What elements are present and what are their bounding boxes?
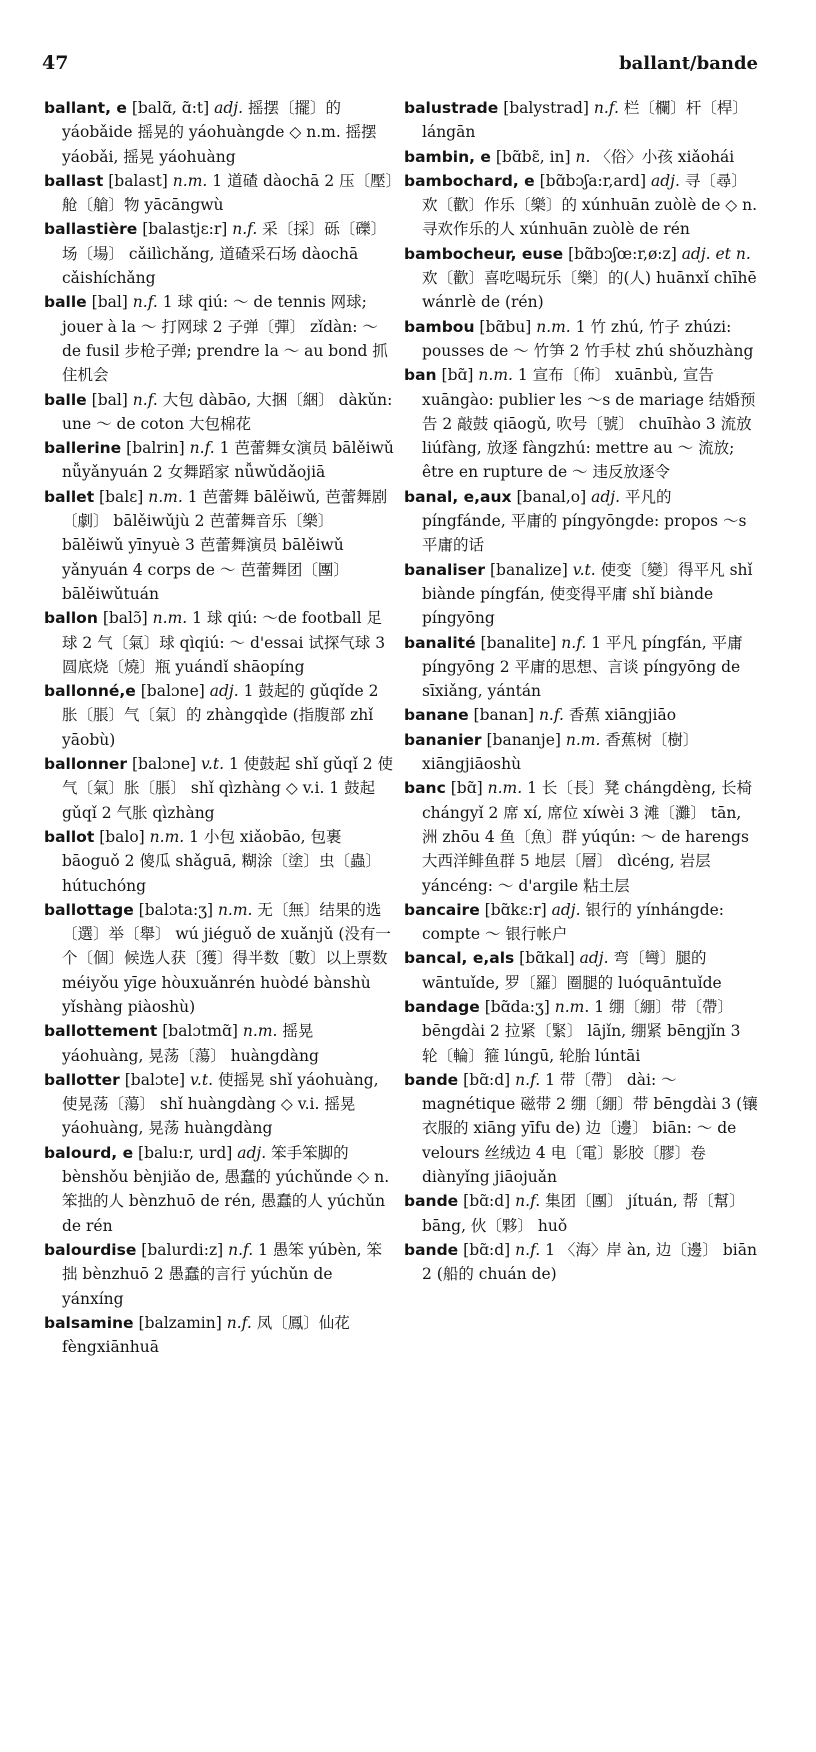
headword: balustrade (404, 99, 499, 117)
headword: bandage (404, 997, 480, 1016)
headword: ballottage (44, 900, 134, 919)
definition: 1 小包 xiǎobāo, 包裹 bāoguǒ 2 傻瓜 shǎguā, 糊涂〔塗〕虫〔蟲〕 hútuchóng (62, 827, 382, 895)
definition: 香蕉 xiāngjiāo (568, 706, 677, 725)
pronunciation: [balɔte] (124, 1070, 186, 1089)
pronunciation: [bɑ̃kɛ:r] (484, 900, 547, 919)
dictionary-entry (404, 728, 760, 777)
headword: banane (404, 706, 469, 725)
pronunciation: [balystrad] (503, 99, 589, 117)
definition: 香蕉树〔樹〕 xiāngjiāoshù (422, 730, 699, 774)
dictionary-entry (44, 290, 394, 387)
dictionary-entry (404, 96, 760, 145)
pronunciation: [bɑ̃bɔʃa:r,ard] (539, 171, 647, 190)
grammar-label: n.f. (561, 633, 587, 652)
headword: ballet (44, 487, 95, 506)
grammar-label: n. (575, 147, 591, 166)
headword: balourdise (44, 1240, 137, 1259)
page-number: 47 (42, 52, 69, 74)
pronunciation: [bananje] (486, 730, 561, 749)
definition: 无〔無〕结果的选〔選〕举〔舉〕 wú jiéguǒ de xuǎnjǔ (没有一个〔個〕候选人获〔獲〕得半数〔數〕以上票数 méiyǒu yīge hòuxuǎnrén huòdé bànshù yǐshàng piàoshù) (62, 900, 391, 1016)
dictionary-entry (404, 145, 760, 169)
definition: 1 芭蕾舞女演员 bālěiwǔ nǚyǎnyuán 2 女舞蹈家 nǚwǔdǎojiā (62, 439, 394, 482)
dictionary-entry (404, 485, 760, 558)
pronunciation: [bɑ̃bɔʃœ:r,ø:z] (568, 244, 677, 263)
headword: balsamine (44, 1313, 134, 1332)
definition: 平凡的 píngfánde, 平庸的 píngyōngde: propos ～s 平庸的话 (422, 487, 747, 555)
dictionary-entry (44, 1068, 394, 1141)
dictionary-entry (404, 315, 760, 364)
pronunciation: [bɑ̃bu] (479, 317, 532, 336)
pronunciation: [bal] (91, 390, 128, 409)
grammar-label: n.f. (593, 99, 619, 117)
pronunciation: [balɔne] (140, 682, 205, 701)
dictionary-entry (404, 898, 760, 947)
grammar-label: n.f. (515, 1070, 541, 1089)
headword: ban (404, 366, 437, 385)
definition: 大包 dàbāo, 大捆〔綑〕 dàkǔn: une ～ de coton 大包棉花 (62, 390, 393, 433)
headword: ballerine (44, 439, 122, 458)
dictionary-entry (404, 995, 760, 1068)
dictionary-entry (44, 436, 394, 485)
grammar-label: n.m. (149, 827, 185, 846)
left-column (44, 96, 394, 1359)
definition: 1 竹 zhú, 竹子 zhúzi: pousses de ～ 竹笋 2 竹手杖 zhú shǒuzhàng (422, 317, 754, 360)
grammar-label: adj. (579, 949, 609, 968)
headword: balle (44, 390, 87, 409)
grammar-label: v.t. (190, 1070, 214, 1089)
pronunciation: [banan] (473, 706, 535, 725)
pronunciation: [bal] (91, 293, 128, 312)
pronunciation: [bɑ̃] (441, 366, 474, 385)
dictionary-entry (404, 631, 760, 704)
definition: 摇摆〔擺〕的 yáobǎide 摇晃的 yáohuàngde ◇ n.m. 摇摆 yáobǎi, 摇晃 yáohuàng (62, 99, 377, 166)
headword: banal, e,aux (404, 487, 512, 506)
grammar-label: n.m. (148, 487, 183, 506)
grammar-label: n.m. (487, 779, 523, 798)
definition: 欢〔歡〕喜吃喝玩乐〔樂〕的(人) huānxǐ chīhē wánrlè de (rén) (422, 269, 757, 312)
headword: bande (404, 1070, 459, 1089)
running-head: ballant/bande (619, 53, 758, 74)
pronunciation: [balɔ̃] (102, 609, 148, 628)
headword: ballant, e (44, 99, 127, 117)
headword: ballottement (44, 1022, 158, 1041)
definition: 弯〔彎〕腿的 wāntuǐde, 罗〔羅〕圈腿的 luóquāntuǐde (422, 949, 722, 992)
grammar-label: adj. (214, 99, 244, 117)
grammar-label: adj. (209, 682, 239, 701)
dictionary-entry (404, 1068, 760, 1189)
dictionary-entry (44, 825, 394, 898)
definition: 采〔採〕砾〔礫〕场〔場〕 cǎilìchǎng, 道碴采石场 dàochā cǎishíchǎng (62, 220, 387, 288)
dictionary-entry (404, 1189, 760, 1238)
grammar-label: n.m. (554, 997, 590, 1016)
grammar-label: n.f. (226, 1313, 252, 1332)
grammar-label: adj. (237, 1143, 267, 1162)
definition: 使摇晃 shǐ yáohuàng, 使晃荡〔蕩〕 shǐ huàngdàng ◇ v.i. 摇晃 yáohuàng, 晃荡 huàngdàng (62, 1070, 379, 1138)
definition: 1 使鼓起 shǐ gǔqǐ 2 使气〔氣〕胀〔脹〕 shǐ qìzhàng ◇ v.i. 1 鼓起 gǔqǐ 2 气胀 qìzhàng (62, 755, 393, 822)
grammar-label: n.m. (217, 900, 253, 919)
grammar-label: n.m. (478, 366, 513, 385)
grammar-label: n.f. (132, 293, 158, 312)
dictionary-entry (404, 1238, 760, 1287)
definition: 使变〔變〕得平凡 shǐ biànde píngfán, 使变得平庸 shǐ biànde píngyōng (422, 560, 753, 628)
headword: ballon (44, 609, 98, 628)
definition: 1 〈海〉岸 àn, 边〔邊〕 biān 2 (船的 chuán de) (422, 1240, 757, 1284)
headword: bambou (404, 317, 475, 336)
headword: ballastière (44, 220, 138, 239)
definition: 1 带〔帶〕 dài: ～ magnétique 磁带 2 绷〔綳〕带 bēngdài 3 (镶衣服的 xiāng yīfu de) 边〔邊〕 biān: ～ de velours 丝绒边 4 电〔電〕影胶〔膠〕卷 diànyǐng jiāojuǎn (422, 1070, 758, 1187)
definition: 摇晃 yáohuàng, 晃荡〔蕩〕 huàngdàng (62, 1022, 319, 1065)
dictionary-entry (404, 776, 760, 897)
definition: 1 球 qiú: ～ de tennis 网球; jouer à la ～ 打网球 2 子弹〔彈〕 zǐdàn: ～ de fusil 步枪子弹; prendre la ～ au bond 抓住机会 (62, 293, 388, 385)
pronunciation: [banalite] (480, 633, 557, 652)
grammar-label: n.f. (515, 1192, 541, 1211)
pronunciation: [balɛ] (99, 487, 144, 506)
headword: bambochard, e (404, 171, 535, 190)
dictionary-entry (44, 1019, 394, 1068)
pronunciation: [banal,o] (516, 487, 587, 506)
definition: 1 绷〔綳〕带〔帶〕 bēngdài 2 拉紧〔緊〕 lājǐn, 绷紧 bēngjǐn 3 轮〔輪〕箍 lúngū, 轮胎 lúntāi (422, 997, 741, 1065)
headword: banc (404, 779, 446, 798)
pronunciation: [balɔtmɑ̃] (162, 1022, 238, 1041)
pronunciation: [balu:r, urd] (138, 1143, 233, 1162)
pronunciation: [bɑ̃:d] (463, 1240, 511, 1259)
dictionary-entry (44, 606, 394, 679)
grammar-label: n.f. (132, 390, 158, 409)
headword: bande (404, 1192, 459, 1211)
headword: bancaire (404, 900, 480, 919)
grammar-label: n.m. (152, 609, 188, 628)
dictionary-entry (44, 1311, 394, 1360)
right-column (404, 96, 760, 1287)
dictionary-entry (404, 169, 760, 242)
pronunciation: [balastjɛ:r] (142, 220, 228, 239)
pronunciation: [banalize] (490, 560, 568, 579)
dictionary-entry (44, 1141, 394, 1238)
definition: 集团〔團〕 jítuán, 帮〔幫〕 bāng, 伙〔夥〕 huǒ (422, 1192, 745, 1235)
dictionary-entry (44, 679, 394, 752)
definition: 笨手笨脚的 bènshǒu bènjiǎo de, 愚蠢的 yúchǔnde ◇ n. 笨拙的人 bènzhuō de rén, 愚蠢的人 yúchǔn de rén (62, 1143, 390, 1235)
grammar-label: n.f. (232, 220, 258, 239)
headword: bambin, e (404, 147, 491, 166)
grammar-label: v.t. (572, 560, 596, 579)
dictionary-entry (44, 752, 394, 825)
headword: banaliser (404, 560, 486, 579)
dictionary-entry (44, 388, 394, 437)
definition: 1 平凡 píngfán, 平庸 píngyōng 2 平庸的思想、言谈 píngyōng de sīxiǎng, yántán (422, 633, 743, 701)
definition: 寻〔尋〕欢〔歡〕作乐〔樂〕的 xúnhuān zuòlè de ◇ n. 寻欢作乐的人 xúnhuān zuòlè de rén (422, 171, 758, 239)
headword: bande (404, 1240, 459, 1259)
dictionary-entry (44, 169, 394, 218)
dictionary-entry (404, 703, 760, 727)
grammar-label: n.f. (189, 439, 215, 458)
definition: 1 愚笨 yúbèn, 笨拙 bènzhuō 2 愚蠢的言行 yúchǔn de yánxíng (62, 1240, 382, 1308)
headword: ballot (44, 827, 95, 846)
definition: 〈俗〉小孩 xiǎohái (595, 147, 735, 166)
grammar-label: n.m. (565, 730, 601, 749)
dictionary-entry (404, 558, 760, 631)
definition: 1 球 qiú: ～de football 足球 2 气〔氣〕球 qìqiú: ～ d'essai 试探气球 3 圆底烧〔燒〕瓶 yuándǐ shāopíng (62, 609, 386, 676)
headword: ballotter (44, 1070, 120, 1089)
headword: bancal, e,als (404, 949, 515, 968)
dictionary-entry (44, 898, 394, 1019)
pronunciation: [balo] (99, 827, 145, 846)
pronunciation: [balɔne] (132, 755, 197, 774)
pronunciation: [balast] (108, 171, 168, 190)
dictionary-entry (44, 485, 394, 606)
pronunciation: [bɑ̃] (450, 779, 483, 798)
definition: 1 芭蕾舞 bālěiwǔ, 芭蕾舞剧〔劇〕 bālěiwǔjù 2 芭蕾舞音乐〔樂〕 bālěiwǔ yīnyuè 3 芭蕾舞演员 bālěiwǔ yǎnyuán 4 corps de ～ 芭蕾舞团〔團〕 bālěiwǔtuán (62, 487, 388, 603)
grammar-label: adj. (650, 171, 680, 190)
grammar-label: adj. et n. (681, 244, 751, 263)
pronunciation: [balɔta:ʒ] (138, 900, 213, 919)
headword: bambocheur, euse (404, 244, 564, 263)
grammar-label: v.t. (201, 755, 225, 774)
dictionary-entry (44, 96, 394, 169)
definition: 1 道碴 dàochā 2 压〔壓〕舱〔艙〕物 yācāngwù (62, 171, 394, 215)
definition: 1 长〔長〕凳 chángdèng, 长椅 chángyǐ 2 席 xí, 席位 xíwèi 3 滩〔灘〕 tān, 洲 zhōu 4 鱼〔魚〕群 yúqún: ～ de harengs 大西洋鲱鱼群 5 地层〔層〕 dìcéng, 岩层 yáncéng: ～ d'argile 粘土层 (422, 779, 752, 895)
pronunciation: [bɑ̃:d] (463, 1192, 511, 1211)
headword: balourd, e (44, 1143, 134, 1162)
definition: 凤〔鳳〕仙花 fèngxiānhuā (62, 1313, 350, 1357)
definition: 1 宣布〔佈〕 xuānbù, 宣告 xuāngào: publier les ～s de mariage 结婚预告 2 敲鼓 qiāogǔ, 吹号〔號〕 chuīhào 3 流放 liúfàng, 放逐 fàngzhú: mettre au ～ 流放; être en rupture de ～ 违反放逐令 (422, 366, 756, 482)
dictionary-entry (44, 217, 394, 290)
grammar-label: n.f. (538, 706, 564, 725)
pronunciation: [balrin] (126, 439, 185, 458)
pronunciation: [balzamin] (138, 1313, 222, 1332)
grammar-label: adj. (591, 487, 621, 506)
grammar-label: n.m. (536, 317, 571, 336)
grammar-label: n.m. (242, 1022, 278, 1041)
dictionary-entry (404, 363, 760, 484)
headword: banalité (404, 633, 476, 652)
dictionary-entry (404, 242, 760, 315)
pronunciation: [balurdi:z] (141, 1240, 224, 1259)
grammar-label: adj. (551, 900, 581, 919)
headword: balle (44, 293, 87, 312)
headword: ballonné,e (44, 682, 136, 701)
definition: 栏〔欄〕杆〔桿〕 lángān (422, 99, 748, 142)
headword: bananier (404, 730, 482, 749)
dictionary-entry (44, 1238, 394, 1311)
grammar-label: n.m. (172, 171, 208, 190)
definition: 银行的 yínhángde: compte ～ 银行帐户 (422, 900, 725, 944)
headword: ballast (44, 171, 104, 190)
grammar-label: n.f. (228, 1240, 254, 1259)
pronunciation: [bɑ̃:d] (463, 1070, 511, 1089)
pronunciation: [bɑ̃da:ʒ] (484, 997, 550, 1016)
dictionary-entry (404, 946, 760, 995)
pronunciation: [bɑ̃kal] (519, 949, 575, 968)
definition: 1 鼓起的 gǔqǐde 2 胀〔脹〕气〔氣〕的 zhàngqìde (指腹部 zhǐ yāobù) (62, 682, 379, 749)
pronunciation: [balɑ̃, ɑ̃:t] (131, 99, 210, 117)
grammar-label: n.f. (515, 1240, 541, 1259)
headword: ballonner (44, 755, 128, 774)
pronunciation: [bɑ̃bɛ̃, in] (495, 147, 571, 166)
